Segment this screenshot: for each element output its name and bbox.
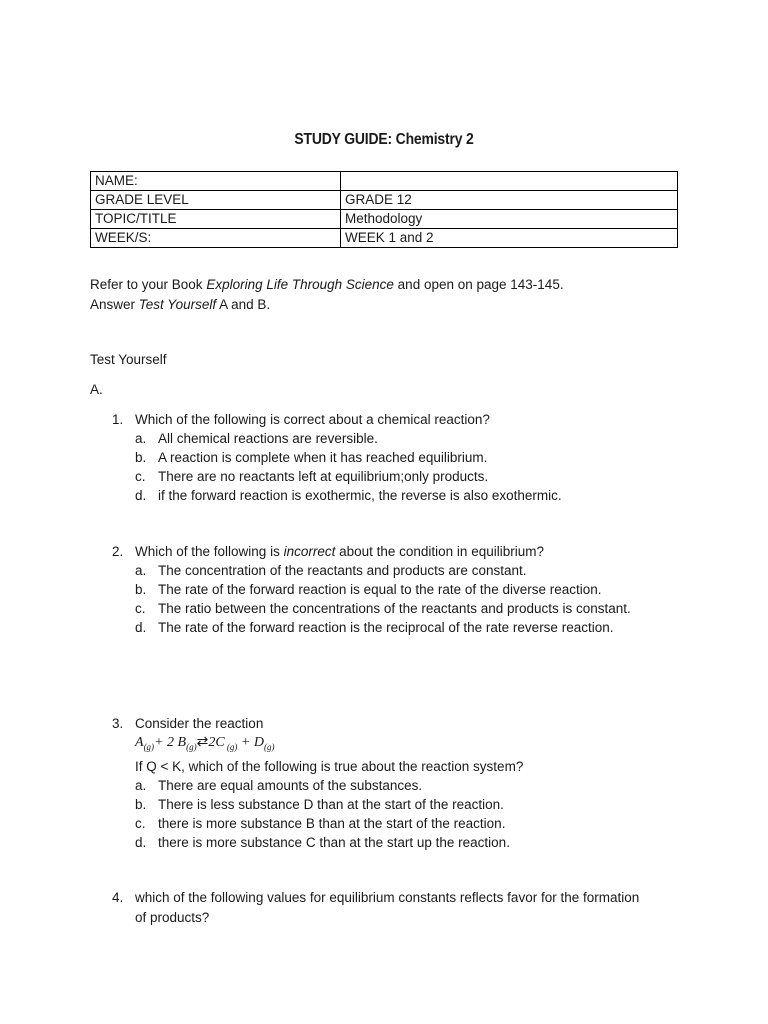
question-2 (112, 542, 712, 637)
question-number: 3. (112, 716, 124, 731)
instructions-line-1: Refer to your Book Exploring Life Through Science and open on page 143-145. (90, 277, 564, 292)
section-heading: Test Yourself (90, 352, 167, 367)
page-title: STUDY GUIDE: Chemistry 2 (294, 131, 474, 148)
question-text: Consider the reaction (135, 716, 264, 731)
option: b. The rate of the forward reaction is equal to the rate of the diverse reaction. (135, 582, 602, 597)
name-label: NAME: (91, 172, 341, 191)
question-number: 2. (112, 544, 124, 559)
option: c. There are no reactants left at equilibrium;only products. (135, 469, 489, 484)
option: d. there is more substance C than at the start up the reaction. (135, 834, 510, 850)
table-row (91, 229, 678, 248)
option: a. All chemical reactions are reversible. (135, 431, 378, 446)
question-text: Which of the following is correct about a chemical reaction? (135, 412, 490, 427)
week-value: WEEK 1 and 2 (341, 229, 678, 248)
instructions-line-2: Answer Test Yourself A and B. (90, 297, 271, 312)
question-text: Which of the following is incorrect about the condition in equilibrium? (135, 544, 544, 559)
option: d. if the forward reaction is exothermic, the reverse is also exothermic. (135, 488, 562, 503)
question-4 (112, 888, 712, 928)
instructions (90, 275, 564, 315)
test-name: Test Yourself (138, 297, 217, 312)
equilibrium-arrow-icon: ⇄ (196, 735, 209, 750)
grade-level-value: GRADE 12 (341, 191, 678, 210)
table-row (91, 172, 678, 191)
topic-label: TOPIC/TITLE (91, 210, 341, 229)
question-3 (112, 714, 712, 852)
part-label: A. (90, 382, 103, 397)
table-row (91, 191, 678, 210)
question-1 (112, 410, 712, 505)
name-value (341, 172, 678, 191)
reaction-equation: $A_{(g)}+ 2$ $B_{(g)}⇄2C$ $_{(g)} + D_{(g)}$ (135, 735, 275, 752)
week-label: WEEK/S: (91, 229, 341, 248)
question-number: 1. (112, 412, 124, 427)
question-number: 4. (112, 890, 124, 905)
question-text: which of the following values for equilibrium constants reflects favor for the formation of products? (135, 890, 640, 925)
option: d. The rate of the forward reaction is the reciprocal of the rate reverse reaction. (135, 620, 614, 635)
info-table (90, 171, 678, 248)
topic-value: Methodology (341, 210, 678, 229)
question-condition: If Q < K, which of the following is true about the reaction system? (135, 758, 524, 774)
option: b. There is less substance D than at the start of the reaction. (135, 796, 504, 812)
book-title: Exploring Life Through Science (206, 277, 394, 292)
table-row (91, 210, 678, 229)
option: c. The ratio between the concentrations of the reactants and products is constant. (135, 601, 631, 616)
grade-level-label: GRADE LEVEL (91, 191, 341, 210)
option: b. A reaction is complete when it has reached equilibrium. (135, 450, 488, 465)
option: a. The concentration of the reactants and products are constant. (135, 563, 527, 578)
option: a. There are equal amounts of the substances. (135, 777, 423, 793)
option: c. there is more substance B than at the start of the reaction. (135, 815, 506, 831)
